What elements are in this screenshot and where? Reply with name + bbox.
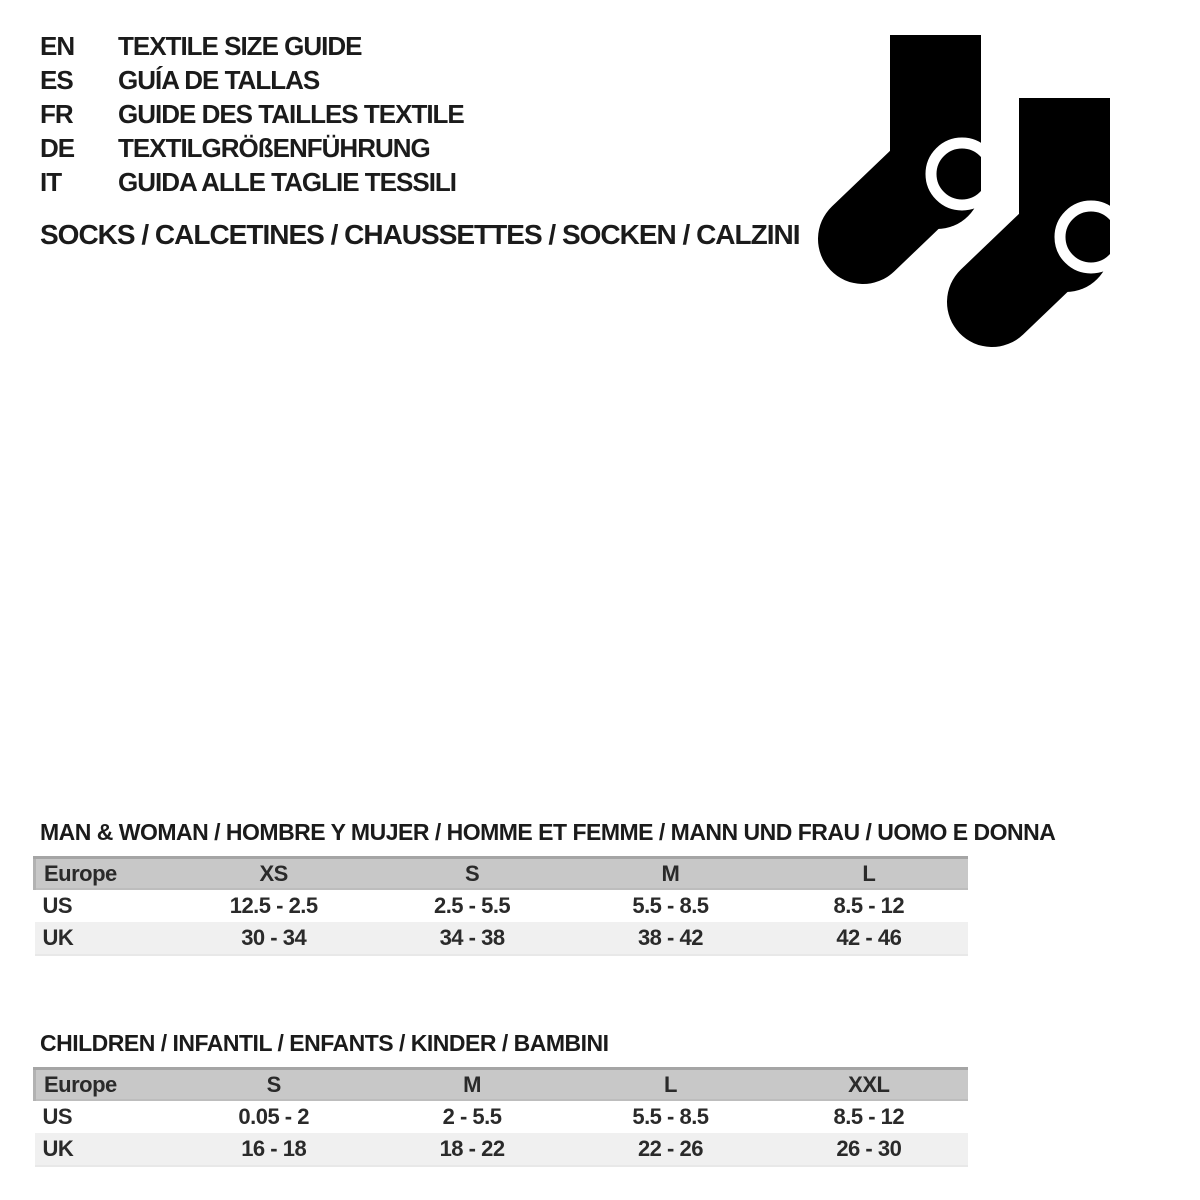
size-cell: 18 - 22 [439, 1136, 505, 1161]
column-header-s: S [373, 858, 571, 890]
sock-right [992, 98, 1122, 302]
size-cell: 8.5 - 12 [833, 1104, 905, 1129]
size-table-children [33, 1067, 968, 1167]
column-header-xxl: XXL [770, 1069, 968, 1101]
size-cell: 0.05 - 2 [238, 1104, 309, 1129]
language-legend [40, 29, 464, 199]
section-children [33, 1031, 968, 1167]
sock-left [863, 35, 993, 239]
size-cell: 22 - 26 [637, 1136, 703, 1161]
table-header-row [35, 858, 969, 890]
section-man-woman [33, 819, 1056, 956]
size-cell: 2 - 5.5 [442, 1104, 502, 1129]
lang-title: GUIDE DES TAILLES TEXTILE [118, 99, 464, 129]
size-cell: 38 - 42 [637, 925, 703, 950]
column-header-m: M [373, 1069, 571, 1101]
column-header-region: Europe [35, 1069, 175, 1101]
row-label: UK [42, 925, 74, 950]
table-title-man-woman: MAN & WOMAN / HOMBRE Y MUJER / HOMME ET FEMME / MANN UND FRAU / UOMO E DONNA [40, 819, 1056, 845]
lang-title: GUIDA ALLE TAGLIE TESSILI [118, 167, 457, 197]
size-cell: 34 - 38 [439, 925, 505, 950]
table-row-us [35, 1100, 969, 1133]
lang-title: GUÍA DE TALLAS [118, 65, 320, 95]
size-cell: 42 - 46 [836, 925, 902, 950]
lang-row-en [40, 29, 464, 63]
lang-code: EN [40, 31, 75, 61]
size-cell: 30 - 34 [241, 925, 307, 950]
table-row-us [35, 889, 969, 922]
lang-code: DE [40, 133, 75, 163]
table-title-children: CHILDREN / INFANTIL / ENFANTS / KINDER / BAMBINI [40, 1030, 609, 1056]
column-header-xs: XS [175, 858, 373, 890]
lang-title: TEXTILE SIZE GUIDE [118, 31, 362, 61]
table-row-uk [35, 922, 969, 955]
size-cell: 2.5 - 5.5 [433, 893, 511, 918]
lang-title: TEXTILGRÖßENFÜHRUNG [118, 133, 430, 163]
socks-icon [813, 33, 1135, 355]
size-cell: 16 - 18 [241, 1136, 307, 1161]
lang-row-it [40, 165, 464, 199]
row-label: UK [42, 1136, 74, 1161]
size-cell: 12.5 - 2.5 [229, 893, 318, 918]
lang-code: IT [40, 167, 62, 197]
size-cell: 5.5 - 8.5 [632, 893, 709, 918]
lang-row-de [40, 131, 464, 165]
column-header-region: Europe [35, 858, 175, 890]
size-cell: 8.5 - 12 [833, 893, 905, 918]
size-cell: 5.5 - 8.5 [632, 1104, 709, 1129]
size-cell: 26 - 30 [836, 1136, 902, 1161]
table-header-row [35, 1069, 969, 1101]
size-table-man-woman [33, 856, 968, 956]
column-header-l: L [770, 858, 968, 890]
category-heading: SOCKS / CALCETINES / CHAUSSETTES / SOCKEN / CALZINI [40, 219, 800, 250]
column-header-s: S [175, 1069, 373, 1101]
lang-row-es [40, 63, 464, 97]
lang-code: FR [40, 99, 73, 129]
lang-row-fr [40, 97, 464, 131]
column-header-m: M [571, 858, 769, 890]
row-label: US [42, 1104, 73, 1129]
lang-code: ES [40, 65, 73, 95]
row-label: US [42, 893, 73, 918]
column-header-l: L [571, 1069, 769, 1101]
table-row-uk [35, 1133, 969, 1166]
